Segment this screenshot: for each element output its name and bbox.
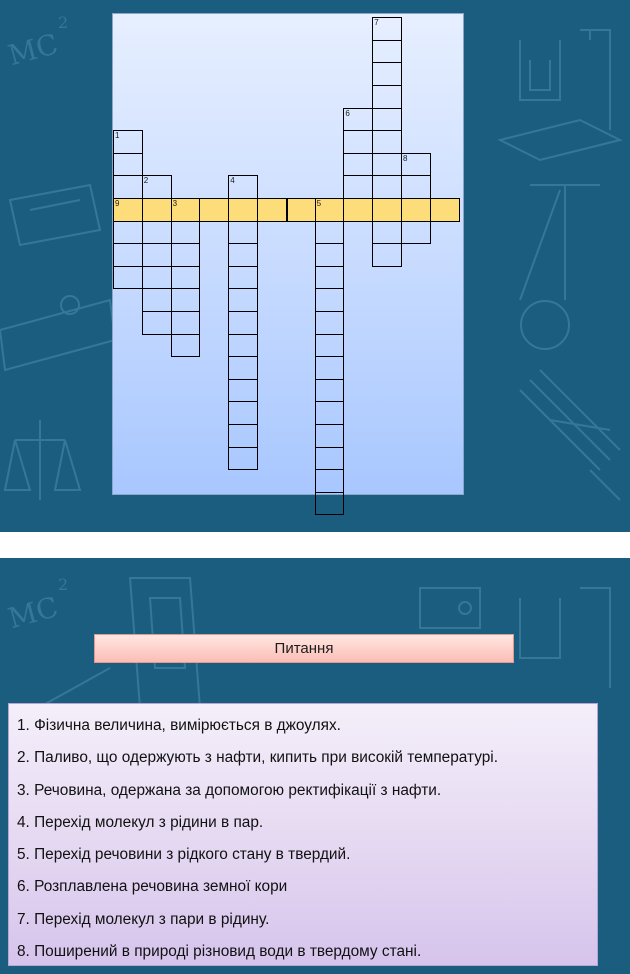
crossword-cell-word-3[interactable]	[171, 266, 201, 290]
crossword-cell-row-9[interactable]	[430, 198, 460, 222]
crossword-cell-word-3[interactable]	[171, 243, 201, 267]
crossword-cell-word-2[interactable]	[142, 266, 172, 290]
crossword-cell-word-7[interactable]	[372, 85, 402, 109]
question-1: 1. Фізична величина, вимірюється в джоулях.	[17, 717, 341, 734]
crossword-cell-word-4[interactable]	[228, 311, 258, 335]
crossword-cell-row-9[interactable]	[372, 198, 402, 222]
crossword-cell-word-4[interactable]	[228, 447, 258, 471]
crossword-cell-word-4[interactable]	[228, 401, 258, 425]
clue-number-2: 2	[143, 176, 149, 186]
crossword-cell-word-1[interactable]	[113, 175, 143, 199]
crossword-cell-word-5[interactable]	[315, 266, 345, 290]
clue-number-5: 5	[316, 199, 322, 208]
crossword-cell-word-4[interactable]	[228, 288, 258, 312]
clue-number-6: 6	[345, 108, 350, 118]
clue-number-7: 7	[374, 18, 379, 28]
crossword-cell-word-4[interactable]	[228, 356, 258, 380]
question-6: 6. Розплавлена речовина земної кори	[17, 878, 288, 896]
crossword-cell-word-7[interactable]	[372, 108, 402, 132]
crossword-cell-word-6[interactable]	[343, 153, 373, 177]
crossword-cell-word-5[interactable]	[315, 469, 345, 493]
crossword-cell-row-9[interactable]	[142, 198, 172, 222]
crossword-cell-word-5[interactable]	[315, 379, 345, 403]
questions-slide	[0, 558, 630, 974]
question-5: 5. Перехід речовини з рідкого стану в твердий.	[17, 846, 351, 864]
crossword-cell-word-7[interactable]	[372, 130, 402, 154]
crossword-cell-word-7[interactable]	[372, 243, 402, 267]
crossword-cell-word-5[interactable]	[315, 356, 345, 380]
crossword-cell-word-5[interactable]	[315, 243, 345, 267]
crossword-cell-word-3[interactable]	[171, 221, 201, 245]
crossword-cell-word-3[interactable]	[171, 334, 201, 358]
question-3: 3. Речовина, одержана за допомогою ректифікації з нафти.	[17, 781, 442, 799]
crossword-cell-row-9[interactable]	[343, 198, 373, 222]
crossword-cell-word-5[interactable]	[315, 311, 345, 335]
crossword-cell-word-6[interactable]	[343, 175, 373, 199]
crossword-cell-word-5[interactable]	[315, 221, 345, 245]
crossword-cell-word-4[interactable]	[228, 424, 258, 448]
crossword-cell-word-4[interactable]	[228, 266, 258, 290]
clue-number-3: 3	[172, 199, 178, 208]
crossword-cell-word-4[interactable]	[228, 221, 258, 245]
svg-text:MC: MC	[4, 590, 62, 636]
crossword-board	[112, 13, 464, 495]
crossword-cell-row-9[interactable]	[228, 198, 258, 222]
crossword-cell-word-8[interactable]	[401, 221, 431, 245]
question-4: 4. Перехід молекул з рідини в пар.	[17, 813, 264, 831]
clue-number-8: 8	[403, 153, 408, 163]
crossword-cell-word-2[interactable]	[142, 288, 172, 312]
crossword-cell-word-4[interactable]	[228, 243, 258, 267]
clue-number-4: 4	[230, 176, 235, 186]
questions-title: Питання	[274, 640, 334, 657]
crossword-cell-word-3[interactable]	[171, 288, 201, 312]
question-8: 8. Поширений в природі різновид води в твердому стані.	[17, 943, 422, 961]
clue-number-9: 9	[115, 199, 120, 208]
crossword-cell-word-7[interactable]	[372, 62, 402, 86]
crossword-cell-word-2[interactable]	[142, 311, 172, 335]
questions-list	[8, 703, 598, 966]
crossword-cell-word-3[interactable]	[171, 311, 201, 335]
crossword-cell-row-9[interactable]	[257, 198, 287, 222]
crossword-cell-word-2[interactable]	[142, 221, 172, 245]
crossword-cell-word-6[interactable]	[343, 130, 373, 154]
svg-text:2: 2	[58, 13, 69, 32]
questions-title-bar	[94, 634, 514, 663]
crossword-cell-word-5[interactable]	[315, 492, 345, 516]
crossword-cell-word-2[interactable]	[142, 243, 172, 267]
crossword-cell-word-4[interactable]	[228, 379, 258, 403]
crossword-cell-word-5[interactable]	[315, 447, 345, 471]
crossword-cell-word-5[interactable]	[315, 424, 345, 448]
crossword-cell-word-5[interactable]	[315, 288, 345, 312]
question-2: 2. Паливо, що одержують з нафти, кипить при високій температурі.	[17, 749, 498, 767]
crossword-cell-word-8[interactable]	[401, 175, 431, 199]
svg-text:MC: MC	[4, 27, 62, 73]
crossword-cell-word-7[interactable]	[372, 175, 402, 199]
crossword-cell-word-1[interactable]	[113, 266, 143, 290]
crossword-cell-word-5[interactable]	[315, 401, 345, 425]
clue-number-1: 1	[115, 131, 120, 141]
crossword-cell-row-9[interactable]	[286, 198, 316, 222]
crossword-cell-word-7[interactable]	[372, 40, 402, 64]
crossword-cell-word-1[interactable]	[113, 221, 143, 245]
svg-text:2: 2	[58, 575, 69, 594]
crossword-cell-word-1[interactable]	[113, 243, 143, 267]
question-7: 7. Перехід молекул з пари в рідину.	[17, 910, 270, 928]
crossword-cell-word-7[interactable]	[372, 221, 402, 245]
crossword-cell-row-9[interactable]	[401, 198, 431, 222]
crossword-cell-word-7[interactable]	[372, 153, 402, 177]
crossword-cell-word-4[interactable]	[228, 334, 258, 358]
crossword-cell-row-9[interactable]	[199, 198, 229, 222]
crossword-cell-word-1[interactable]	[113, 153, 143, 177]
crossword-cell-word-5[interactable]	[315, 334, 345, 358]
